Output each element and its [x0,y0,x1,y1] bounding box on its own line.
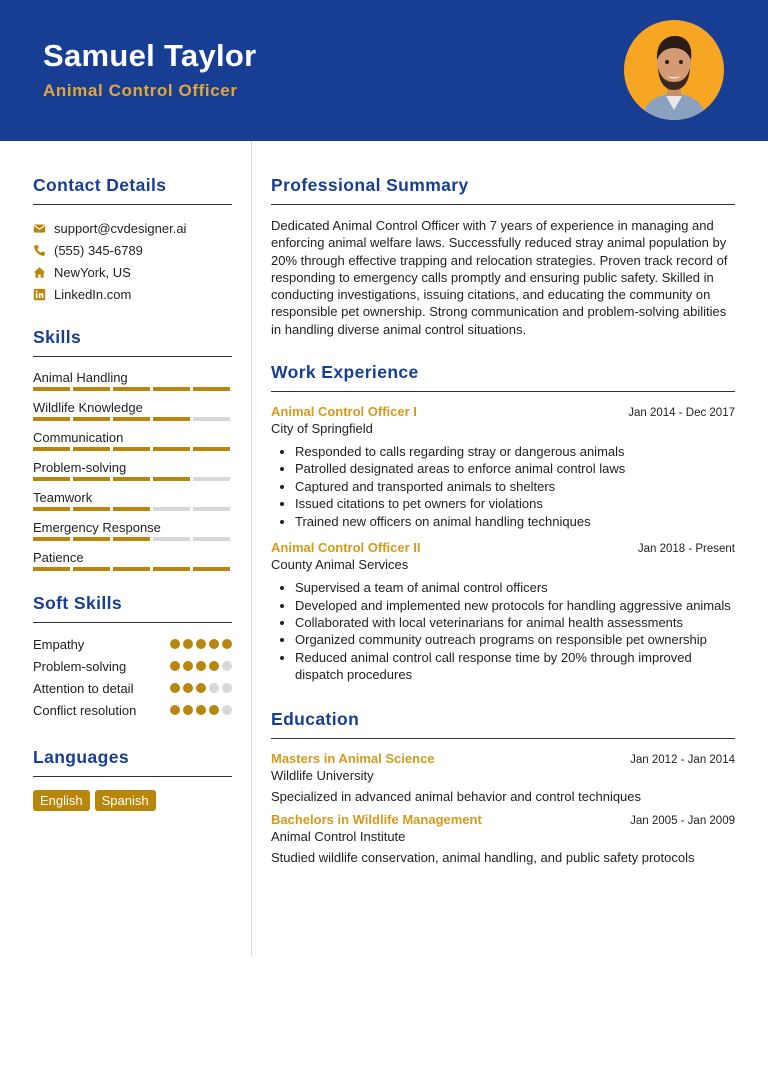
job-dates: Jan 2018 - Present [637,543,735,556]
skill-bar [33,567,232,571]
rating-segment [153,447,190,451]
rating-segment [73,447,110,451]
rating-segment [33,387,70,391]
job-title: Animal Control Officer II [271,540,421,556]
languages-list [33,790,232,811]
rating-segment [113,567,150,571]
skill-name: Problem-solving [33,460,127,475]
rating-segment [73,507,110,511]
skill-bar [33,537,232,541]
soft-skill-name: Attention to detail [33,680,134,696]
candidate-name: Samuel Taylor [43,38,257,73]
rating-dot [196,661,206,671]
rating-segment [33,417,70,421]
skill-bar [33,477,232,481]
contact-location-text: NewYork, US [54,264,131,280]
rating-dot [222,639,232,649]
contact-email [33,217,232,239]
education-dates: Jan 2012 - Jan 2014 [630,753,735,766]
rating-segment [73,537,110,541]
language-badge: English [33,790,90,811]
skill-item [33,458,232,481]
contact-linkedin [33,283,232,305]
rating-segment [73,417,110,421]
rating-segment [33,567,70,571]
contact-email-text[interactable]: support@cvdesigner.ai [54,220,187,236]
rating-segment [153,507,190,511]
summary-section-title: Professional Summary [271,175,735,205]
job-bullet: • Trained new officers on animal handling techniques [295,513,735,530]
rating-segment [113,387,150,391]
rating-segment [193,447,230,451]
candidate-title: Animal Control Officer [43,81,238,100]
rating-segment [33,447,70,451]
skill-bar [33,507,232,511]
rating-segment [153,387,190,391]
rating-dot [222,661,232,671]
soft-skills-section-title: Soft Skills [33,593,232,623]
education-dates: Jan 2005 - Jan 2009 [630,814,735,827]
rating-segment [113,537,150,541]
summary-text: Dedicated Animal Control Officer with 7 years of experience in managing and enforcing animal welfare laws. Successfully reduced stray animal population by 20% through effective trapping and relocation strategies. Proven track record of responding to emergency calls promptly and ensuring public safety. Skilled in conducting investigations, issuing citations, and educating the community on responsible pet ownership. Strong communication and problem-solving abilities in handling diverse animal control situations. [271,218,728,337]
job-title: Animal Control Officer I [271,404,417,420]
skill-name: Patience [33,550,84,565]
job-dates: Jan 2014 - Dec 2017 [628,407,735,420]
rating-dot [170,639,180,649]
contact-location [33,261,232,283]
rating-dot [183,639,193,649]
contact-section-title: Contact Details [33,175,232,205]
job-entry [271,540,735,683]
skill-item [33,368,232,391]
rating-dot [170,705,180,715]
rating-dot [183,661,193,671]
rating-segment [113,477,150,481]
skill-item [33,428,232,451]
degree-title: Masters in Animal Science [271,750,435,766]
header-banner [0,0,768,141]
job-bullets [271,443,735,530]
skill-name: Communication [33,430,124,445]
profile-photo [624,20,724,120]
rating-dot [196,705,206,715]
education-description: Studied wildlife conservation, animal handling, and public safety protocols [271,849,695,865]
job-bullet: • Supervised a team of animal control officers [295,579,735,596]
rating-segment [113,507,150,511]
skill-item [33,488,232,511]
rating-segment [73,477,110,481]
rating-segment [153,537,190,541]
soft-skills-list [33,633,232,721]
skills-section-title: Skills [33,327,232,357]
rating-segment [193,567,230,571]
rating-segment [193,417,230,421]
rating-dot [196,683,206,693]
rating-segment [73,387,110,391]
education-description: Specialized in advanced animal behavior and control techniques [271,788,642,804]
soft-skill-name: Empathy [33,636,85,652]
education-entry [271,812,735,865]
language-badge: Spanish [95,790,156,811]
rating-segment [193,537,230,541]
soft-skill-rating [170,683,232,693]
skill-bar [33,447,232,451]
skill-name: Wildlife Knowledge [33,400,143,415]
contact-list [33,217,232,305]
rating-dot [209,639,219,649]
job-bullet: • Captured and transported animals to shelters [295,478,735,495]
skill-bar [33,417,232,421]
left-column [33,141,232,811]
rating-segment [33,537,70,541]
education-section-title: Education [271,709,735,739]
rating-segment [153,417,190,421]
job-bullet: • Organized community outreach programs on responsible pet ownership [295,631,735,648]
soft-skill-item [33,633,232,655]
rating-dot [196,639,206,649]
rating-dot [183,705,193,715]
job-company: County Animal Services [271,557,409,573]
rating-dot [183,683,193,693]
job-bullet: • Issued citations to pet owners for violations [295,495,735,512]
job-bullet: • Patrolled designated areas to enforce animal control laws [295,460,735,477]
rating-dot [222,683,232,693]
job-bullet: • Reduced animal control call response time by 20% through improved dispatch procedures [295,649,735,684]
soft-skill-item [33,699,232,721]
degree-title: Bachelors in Wildlife Management [271,811,482,827]
soft-skill-rating [170,639,232,649]
home-icon [33,266,46,279]
rating-dot [170,661,180,671]
skill-item [33,518,232,541]
rating-segment [193,507,230,511]
rating-segment [153,567,190,571]
soft-skill-name: Conflict resolution [33,702,137,718]
skill-bar [33,387,232,391]
skill-name: Teamwork [33,490,93,505]
rating-segment [113,447,150,451]
job-bullet: • Developed and implemented new protocols for handling aggressive animals [295,597,735,614]
skill-name: Animal Handling [33,370,128,385]
rating-dot [222,705,232,715]
skills-list [33,368,232,571]
rating-dot [170,683,180,693]
envelope-icon [33,222,46,235]
job-bullets [271,579,735,683]
rating-segment [33,477,70,481]
skill-item [33,548,232,571]
rating-segment [153,477,190,481]
skill-item [33,398,232,421]
education-entry [271,751,735,804]
job-bullet: • Responded to calls regarding stray or dangerous animals [295,443,735,460]
contact-phone [33,239,232,261]
job-bullet: • Collaborated with local veterinarians for animal health assessments [295,614,735,631]
school-name: Wildlife University [271,767,374,783]
soft-skill-item [33,677,232,699]
soft-skill-rating [170,705,232,715]
rating-segment [33,507,70,511]
soft-skill-rating [170,661,232,671]
rating-segment [73,567,110,571]
rating-segment [113,417,150,421]
job-company: City of Springfield [271,421,373,437]
experience-section-title: Work Experience [271,362,735,392]
school-name: Animal Control Institute [271,828,406,844]
contact-linkedin-text[interactable]: LinkedIn.com [54,286,132,302]
job-entry [271,404,735,530]
skill-name: Emergency Response [33,520,161,535]
rating-segment [193,477,230,481]
phone-icon [33,244,46,257]
soft-skill-name: Problem-solving [33,658,127,674]
column-divider [251,141,252,956]
right-column [271,141,735,865]
linkedin-icon [33,288,46,301]
contact-phone-text: (555) 345-6789 [54,242,143,258]
soft-skill-item [33,655,232,677]
languages-section-title: Languages [33,747,232,777]
rating-dot [209,705,219,715]
rating-segment [193,387,230,391]
rating-dot [209,683,219,693]
rating-dot [209,661,219,671]
